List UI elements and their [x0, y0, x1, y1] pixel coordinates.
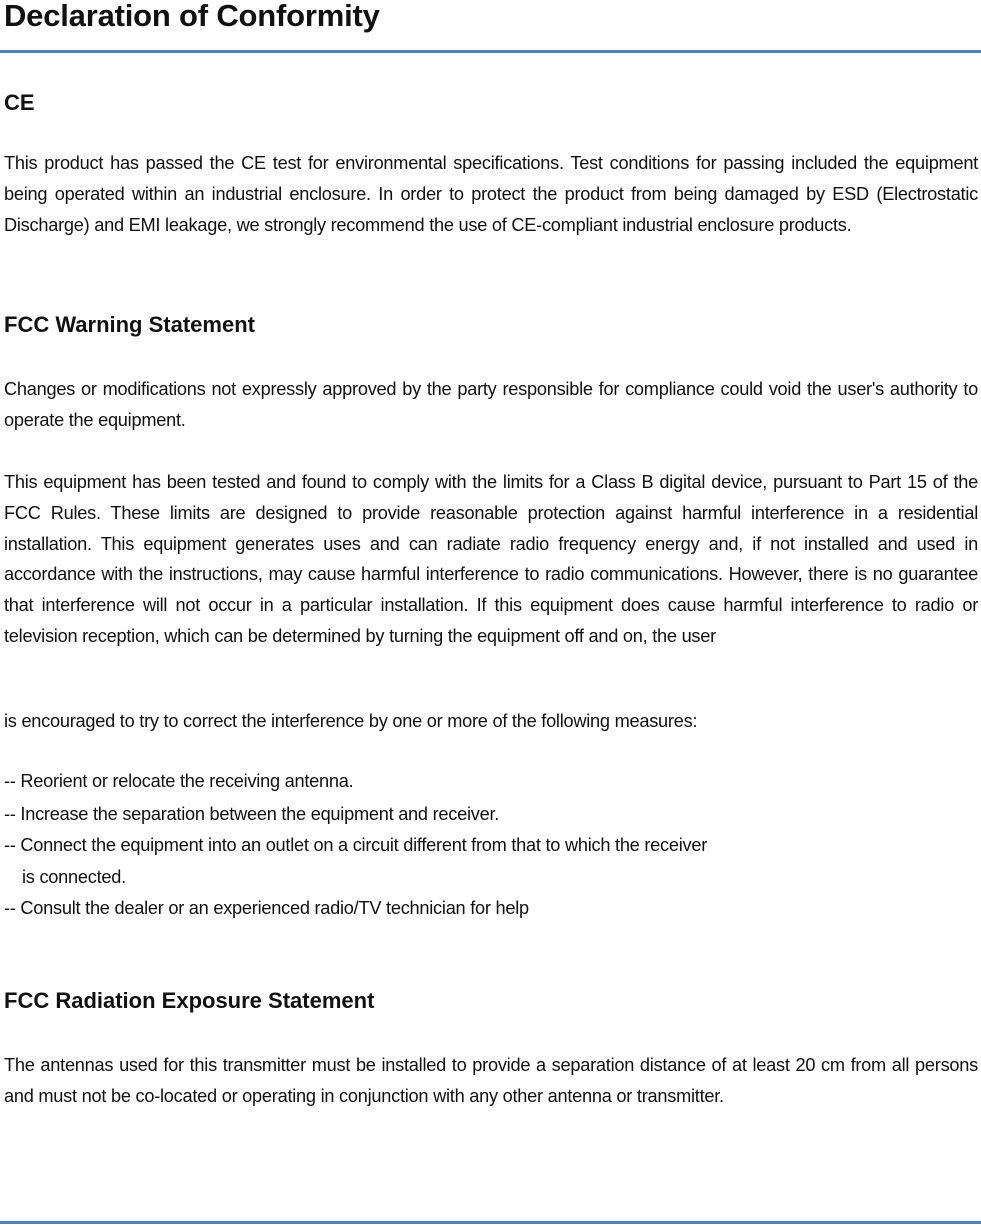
fcc-radiation-heading: FCC Radiation Exposure Statement	[4, 988, 375, 1013]
title-divider	[0, 50, 981, 53]
measure-item-3: -- Connect the equipment into an outlet on a circuit different from that to which the receiver	[4, 835, 708, 855]
measure-item-4: -- Consult the dealer or an experienced radio/TV technician for help	[4, 898, 529, 918]
ce-paragraph: This product has passed the CE test for environmental specifications. Test conditions for passing included the equipment being operated within an industrial enclosure. In order to protect the product from being damaged by ESD (Electrostatic Discharge) and EMI leakage, we strongly recommend the use of CE-compliant industrial enclosure products.	[4, 153, 978, 235]
fcc-warning-heading: FCC Warning Statement	[4, 312, 255, 337]
fcc-radiation-paragraph: The antennas used for this transmitter must be installed to provide a separation distance of at least 20 cm from all persons and must not be co-located or operating in conjunction with any other antenna or transmitter.	[4, 1055, 978, 1106]
measure-item-2: -- Increase the separation between the equipment and receiver.	[4, 804, 500, 824]
ce-heading: CE	[4, 90, 35, 115]
fcc-warning-paragraph-2-last-line: is encouraged to try to correct the interference by one or more of the following measures:	[4, 711, 698, 731]
measure-item-3-continuation: is connected.	[22, 867, 126, 887]
fcc-warning-paragraph-1: Changes or modifications not expressly approved by the party responsible for compliance could void the user's authority to operate the equipment.	[4, 379, 978, 430]
footer-divider	[0, 1221, 981, 1224]
fcc-warning-paragraph-2: This equipment has been tested and found to comply with the limits for a Class B digital device, pursuant to Part 15 of the FCC Rules. These limits are designed to provide reasonable protection against harmful interference in a residential installation. This equipment generates uses and can radiate radio frequency energy and, if not installed and used in accordance with the instructions, may cause harmful interference to radio communications. However, there is no guarantee that interference will not occur in a particular installation. If this equipment does cause harmful interference to radio or television reception, which can be determined by turning the equipment off and on, the user	[4, 472, 978, 646]
page-title: Declaration of Conformity	[4, 0, 380, 33]
measure-item-1: -- Reorient or relocate the receiving antenna.	[4, 771, 354, 791]
